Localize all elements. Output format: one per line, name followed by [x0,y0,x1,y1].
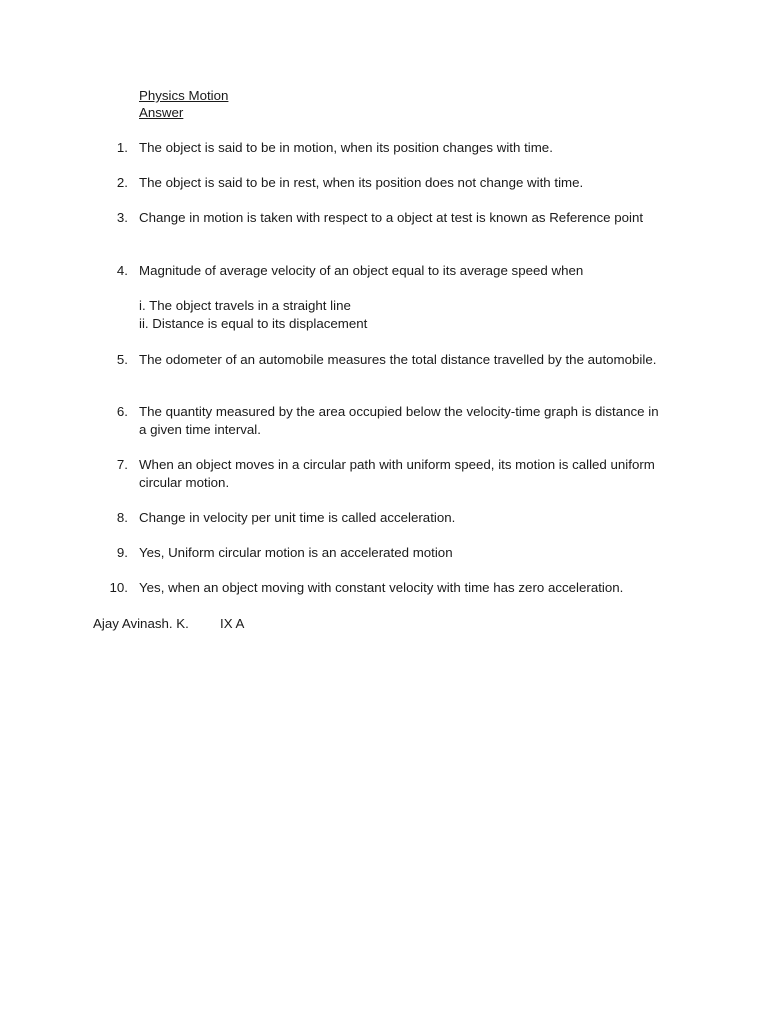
list-item-number: 1. [116,140,128,155]
list-item-text: The object is said to be in motion, when its position changes with time. [139,140,553,155]
list-item-text: The odometer of an automobile measures the total distance travelled by the automobile. [139,352,657,367]
sub-list-item: ii. Distance is equal to its displacement [139,316,368,331]
list-item-number: 10. [109,580,128,595]
document-subtitle: Answer [139,105,184,120]
document-title: Physics Motion [139,88,229,103]
list-item-text: Yes, Uniform circular motion is an accelerated motion [139,545,453,560]
list-item-number: 5. [116,352,128,367]
sub-list-item: i. The object travels in a straight line [139,298,351,313]
list-item-number: 7. [116,457,128,472]
list-item-text: When an object moves in a circular path with uniform speed, its motion is called uniform circular motion. [139,457,655,490]
list-item-text: The object is said to be in rest, when its position does not change with time. [139,175,584,190]
author-class: IX A [220,616,245,631]
list-item-number: 6. [116,404,128,419]
list-item-number: 2. [116,175,128,190]
list-item-number: 3. [116,210,128,225]
list-item-number: 9. [116,545,128,560]
list-item-text: Magnitude of average velocity of an object equal to its average speed when [139,263,584,278]
list-item-text: Yes, when an object moving with constant velocity with time has zero acceleration. [139,580,624,595]
list-item-text: The quantity measured by the area occupied below the velocity-time graph is distance in a given time interval. [139,404,659,437]
list-item-text: Change in velocity per unit time is called acceleration. [139,510,456,525]
list-item-number: 8. [116,510,128,525]
list-item-number: 4. [116,263,128,278]
list-item-text: Change in motion is taken with respect to a object at test is known as Reference point [139,210,644,225]
author-name: Ajay Avinash. K. [93,616,189,631]
